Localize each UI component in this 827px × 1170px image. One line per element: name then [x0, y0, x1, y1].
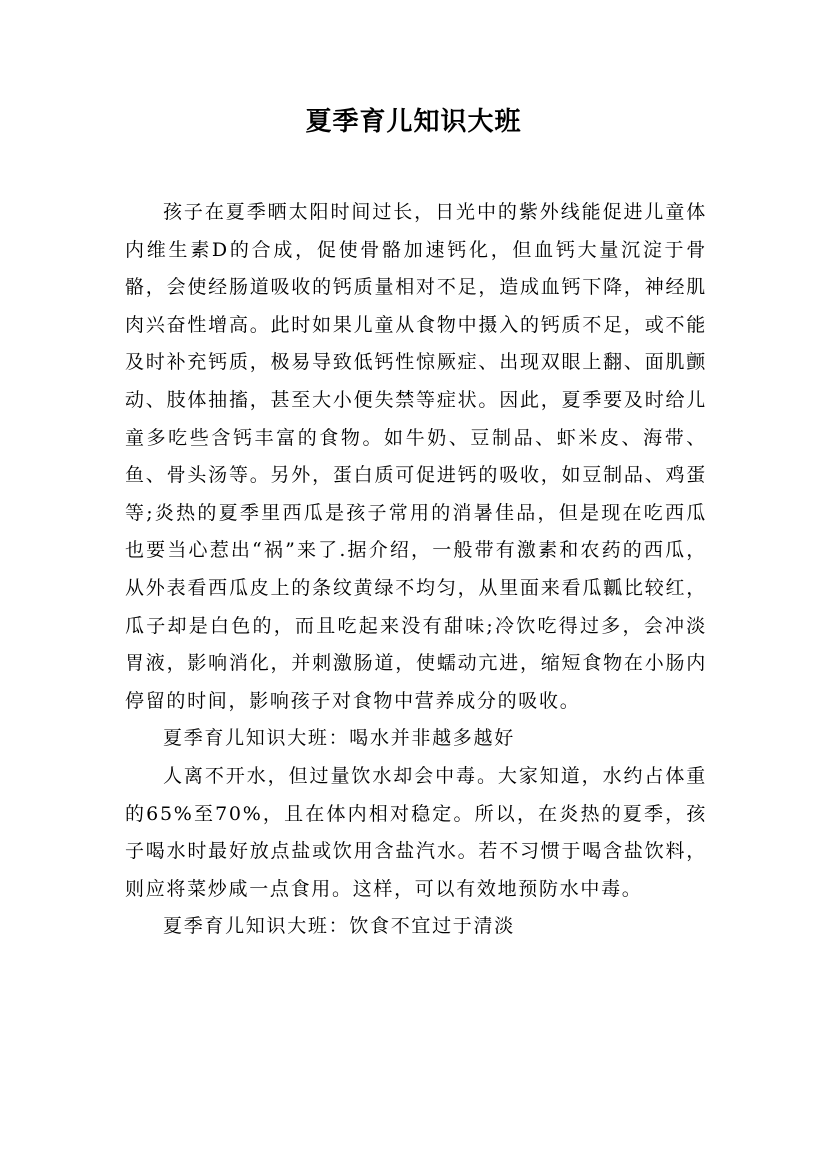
- paragraph-calcium: 孩子在夏季晒太阳时间过长，日光中的紫外线能促进儿童体内维生素D的合成，促使骨骼加速钙化，但血钙大量沉淀于骨骼，会使经肠道吸收的钙质量相对不足，造成血钙下降，神经肌肉兴奋性增高。此时如果儿童从食物中摄入的钙质不足，或不能及时补充钙质，极易导致低钙性惊厥症、出现双眼上翻、面肌颤动、肢体抽搐，甚至大小便失禁等症状。因此，夏季要及时给儿童多吃些含钙丰富的食物。如牛奶、豆制品、虾米皮、海带、鱼、骨头汤等。另外，蛋白质可促进钙的吸收，如豆制品、鸡蛋等;炎热的夏季里西瓜是孩子常用的消暑佳品，但是现在吃西瓜也要当心惹出“祸”来了.据介绍，一般带有激素和农药的西瓜，从外表看西瓜皮上的条纹黄绿不均匀，从里面来看瓜瓤比较红，瓜子却是白色的，而且吃起来没有甜味;冷饮吃得过多，会冲淡胃液，影响消化，并刺激肠道，使蠕动亢进，缩短食物在小肠内停留的时间，影响孩子对食物中营养成分的吸收。: [125, 201, 707, 712]
- document-body: [125, 194, 707, 946]
- subheading-diet: 夏季育儿知识大班：饮食不宜过于清淡: [163, 915, 515, 938]
- document-title: 夏季育儿知识大班: [305, 107, 522, 137]
- paragraph-water: 人离不开水，但过量饮水却会中毒。大家知道，水约占体重的65%至70%，且在体内相对稳定。所以，在炎热的夏季，孩子喝水时最好放点盐或饮用含盐汽水。若不习惯于喝含盐饮料，则应将菜炒咸一点食用。这样，可以有效地预防水中毒。: [125, 764, 707, 900]
- subheading-water: 夏季育儿知识大班：喝水并非越多越好: [163, 727, 515, 750]
